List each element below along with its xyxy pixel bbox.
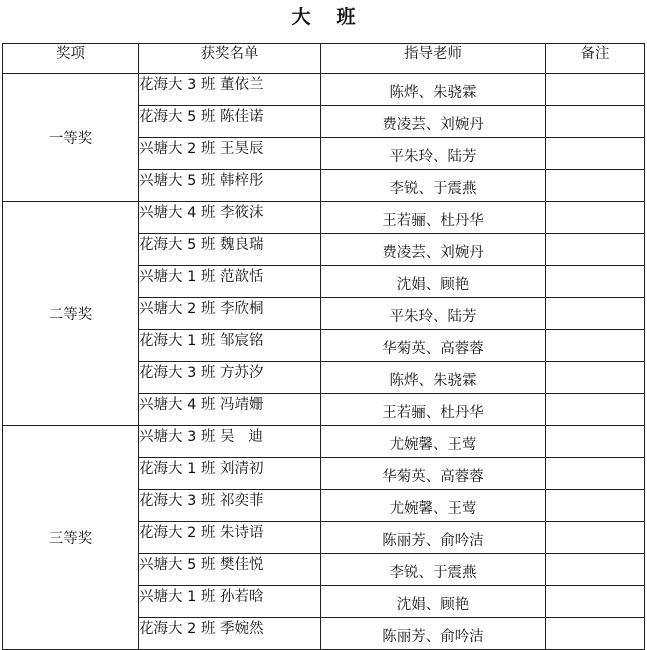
winner-cell: 兴塘大 3 班 吴 迪 — [139, 426, 321, 458]
teacher-cell: 陈丽芳、俞吟洁 — [321, 522, 546, 554]
remark-cell — [546, 522, 645, 554]
teacher-cell: 沈娟、顾艳 — [321, 586, 546, 618]
remark-cell — [546, 426, 645, 458]
winner-cell: 花海大 2 班 朱诗语 — [139, 522, 321, 554]
winner-cell: 花海大 3 班 董依兰 — [139, 74, 321, 106]
winner-cell: 花海大 1 班 刘清初 — [139, 458, 321, 490]
winner-cell: 兴塘大 4 班 李筱沫 — [139, 202, 321, 234]
teacher-cell: 费凌芸、刘婉丹 — [321, 234, 546, 266]
winner-cell: 花海大 1 班 邹宸铭 — [139, 330, 321, 362]
winner-cell: 兴塘大 5 班 韩梓彤 — [139, 170, 321, 202]
header-remarks: 备注 — [546, 44, 645, 74]
winner-cell: 兴塘大 1 班 孙若晗 — [139, 586, 321, 618]
table-row — [3, 74, 645, 106]
teacher-cell: 陈丽芳、俞吟洁 — [321, 618, 546, 650]
winner-cell: 花海大 2 班 季婉然 — [139, 618, 321, 650]
header-category: 奖项 — [3, 44, 139, 74]
teacher-cell: 华菊英、高蓉蓉 — [321, 330, 546, 362]
teacher-cell: 陈烨、朱骁霖 — [321, 362, 546, 394]
teacher-cell: 尤婉馨、王莺 — [321, 426, 546, 458]
teacher-cell: 沈娟、顾艳 — [321, 266, 546, 298]
header-teachers: 指导老师 — [321, 44, 546, 74]
remark-cell — [546, 106, 645, 138]
remark-cell — [546, 458, 645, 490]
winner-cell: 花海大 3 班 祁奕菲 — [139, 490, 321, 522]
award-level-cell: 二等奖 — [3, 202, 139, 426]
remark-cell — [546, 490, 645, 522]
teacher-cell: 华菊英、高蓉蓉 — [321, 458, 546, 490]
header-row — [3, 44, 645, 74]
winner-cell: 花海大 3 班 方苏汐 — [139, 362, 321, 394]
remark-cell — [546, 298, 645, 330]
winner-cell: 兴塘大 2 班 王昊辰 — [139, 138, 321, 170]
remark-cell — [546, 138, 645, 170]
remark-cell — [546, 266, 645, 298]
remark-cell — [546, 202, 645, 234]
teacher-cell: 李锐、于震燕 — [321, 554, 546, 586]
award-table — [2, 43, 645, 650]
remark-cell — [546, 330, 645, 362]
teacher-cell: 尤婉馨、王莺 — [321, 490, 546, 522]
teacher-cell: 李锐、于震燕 — [321, 170, 546, 202]
teacher-cell: 平朱玲、陆芳 — [321, 138, 546, 170]
table-body — [3, 74, 645, 650]
winner-cell: 兴塘大 5 班 樊佳悦 — [139, 554, 321, 586]
teacher-cell: 王若骊、杜丹华 — [321, 394, 546, 426]
award-level-cell: 一等奖 — [3, 74, 139, 202]
teacher-cell: 陈烨、朱骁霖 — [321, 74, 546, 106]
remark-cell — [546, 170, 645, 202]
winner-cell: 兴塘大 4 班 冯靖姗 — [139, 394, 321, 426]
award-level-cell: 三等奖 — [3, 426, 139, 650]
remark-cell — [546, 74, 645, 106]
header-winners: 获奖名单 — [139, 44, 321, 74]
winner-cell: 兴塘大 1 班 范歆恬 — [139, 266, 321, 298]
remark-cell — [546, 234, 645, 266]
remark-cell — [546, 554, 645, 586]
remark-cell — [546, 618, 645, 650]
table-row — [3, 426, 645, 458]
teacher-cell: 费凌芸、刘婉丹 — [321, 106, 546, 138]
winner-cell: 花海大 5 班 魏良瑞 — [139, 234, 321, 266]
page-title: 大班 — [291, 6, 382, 28]
teacher-cell: 平朱玲、陆芳 — [321, 298, 546, 330]
remark-cell — [546, 362, 645, 394]
teacher-cell: 王若骊、杜丹华 — [321, 202, 546, 234]
winner-cell: 兴塘大 2 班 李欣桐 — [139, 298, 321, 330]
table-row — [3, 202, 645, 234]
remark-cell — [546, 394, 645, 426]
remark-cell — [546, 586, 645, 618]
winner-cell: 花海大 5 班 陈佳诺 — [139, 106, 321, 138]
